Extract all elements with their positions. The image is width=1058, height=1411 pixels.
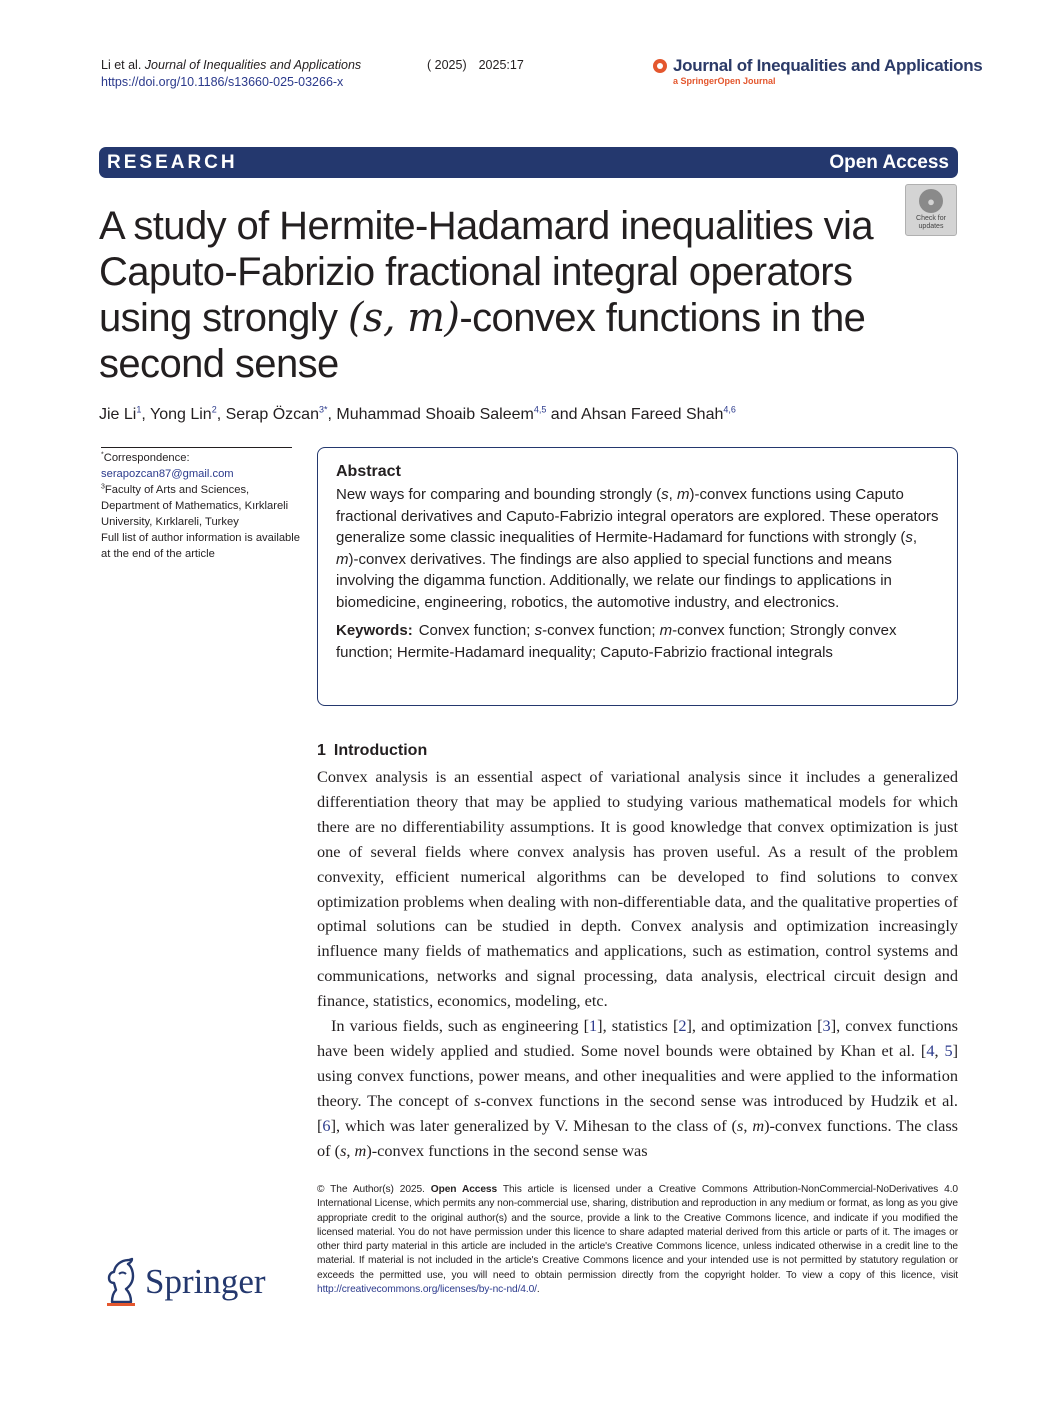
header-article: 2025:17 — [478, 58, 524, 72]
springer-wordmark: Springer — [145, 1262, 266, 1301]
section-number: 1 — [317, 742, 326, 759]
springeropen-logo-icon — [653, 59, 667, 73]
article-title — [99, 203, 879, 387]
author-name[interactable]: Yong Lin — [149, 406, 212, 423]
aff-sup: 3 — [101, 483, 105, 491]
author-separator: and — [546, 406, 582, 423]
author-affiliation-sup[interactable]: 1 — [136, 404, 142, 415]
ref-link[interactable]: 2 — [678, 1016, 687, 1036]
header-authors: Li et al. — [101, 58, 142, 72]
ref-link[interactable]: 6 — [322, 1115, 331, 1135]
title-math: (s, m) — [347, 295, 460, 341]
title-text-2: -convex functions in the second sense — [99, 296, 866, 386]
author-separator: , — [141, 406, 150, 423]
brand-name: Journal of Inequalities and Applications — [673, 56, 983, 75]
abstract-heading: Abstract — [336, 463, 401, 480]
license-link[interactable]: http://creativecommons.org/licenses/by-nc-nd/4.0/ — [317, 1284, 537, 1296]
correspondence-block — [101, 450, 301, 562]
author-name[interactable]: Jie Li — [99, 406, 137, 423]
paragraph: In various fields, such as engineering [1], statistics [2], and optimization [3], convex functions have been widely applied and studied. Some novel bounds were obtained by Khan et al. [4, 5] using convex functions, power means, and other inequalities and were applied to the information theory. The concept of s-convex functions in the second sense was introduced by Hudzik et al. [6], which was later generalized by V. Mihesan to the class of (s, m)-convex functions. The class of (s, m)-convex functions in the second sense was — [317, 1016, 959, 1160]
springer-logo — [101, 1256, 266, 1308]
header-citation — [427, 57, 536, 74]
header-year: ( 2025) — [427, 58, 467, 72]
author-list — [99, 404, 736, 426]
divider — [101, 447, 292, 448]
section-heading — [317, 740, 427, 762]
ref-link[interactable]: 5 — [944, 1040, 953, 1060]
check-for-updates-button[interactable] — [905, 184, 957, 236]
author-separator: , — [327, 406, 337, 423]
article-type: RESEARCH — [107, 151, 238, 173]
running-header — [101, 57, 361, 91]
author-name[interactable]: Muhammad Shoaib Saleem — [336, 406, 534, 423]
bookmark-icon: ● — [919, 189, 943, 213]
corr-affiliation: Faculty of Arts and Sciences, Department of Mathematics, Kırklareli University, Kırklareli, Turkey — [101, 484, 289, 528]
author-affiliation-sup[interactable]: 3* — [318, 404, 328, 415]
corr-label: Correspondence: — [103, 452, 190, 464]
corr-note: Full list of author information is available at the end of the article — [101, 532, 300, 560]
author-affiliation-sup[interactable]: 2 — [211, 404, 217, 415]
license-text: © The Author(s) 2025. Open Access This article is licensed under a Creative Commons Attribution-NonCommercial-NoDerivatives 4.0 International License, which permits any non-commercial use, sharing, distribution and reproduction in any medium or format, as long as you give appropriate credit to the original author(s) and the source, provide a link to the Creative Commons licence, and indicate if you modified the licensed material. You do not have permission under this licence to share adapted material derived from this article or parts of it. The images or other third party material in this article are included in the article's Creative Commons licence, unless indicated otherwise in a credit line to the material. If material is not included in the article's Creative Commons licence and your intended use is not permitted by statutory regulation or exceeds the permitted use, you will need to obtain permission directly from the copyright holder. To view a copy of this licence, visit http://creativecommons.org/licenses/by-nc-nd/4.0/. — [317, 1184, 958, 1296]
article-type-banner — [99, 147, 958, 178]
body-text — [317, 765, 958, 1164]
author-separator: , — [216, 406, 226, 423]
ref-link[interactable]: 3 — [822, 1016, 831, 1036]
abstract-box — [317, 447, 958, 706]
keywords-label: Keywords: — [336, 622, 413, 639]
header-journal: Journal of Inequalities and Applications — [144, 58, 362, 72]
open-access-label: Open Access — [829, 151, 949, 173]
check-label: Check for updates — [916, 215, 946, 230]
springer-horse-icon — [101, 1256, 141, 1308]
corr-star: * — [101, 451, 104, 459]
section-title: Introduction — [333, 742, 428, 759]
brand-sub: a SpringerOpen Journal — [673, 76, 776, 86]
title-text-1: A study of Hermite-Hadamard inequalities via Caputo-Fabrizio fractional integral operators using strongly — [99, 204, 873, 340]
abstract-text: New ways for comparing and bounding strongly (s, m)-convex functions using Caputo fractional derivatives and Caputo-Fabrizio integral operators are explored. These operators generalize some classic inequalities of Hermite-Hadamard for functions with strongly (s, m)-convex derivatives. The findings are also applied to special functions and means involving the digamma function. Additionally, we relate our findings to applications in biomedicine, engineering, robotics, the automotive industry, and electronics. — [336, 486, 939, 611]
paragraph: Convex analysis is an essential aspect of variational analysis since it includes a generalized differentiation theory that may be applied to studying various mathematical models for which there are no differentiability assumptions. It is good knowledge that convex optimization is just one of several fields where convex analysis has proven useful. As a result of the problem convexity, efficient numerical algorithms can be developed to find solutions to convex optimization problems when dealing with non-differentiable data, and the qualitative properties of optimal solutions can be studied in depth. Convex analysis and optimization increasingly influence many fields of mathematics and applications, such as estimation, control systems and communications, networks and signal processing, data analysis, electrical circuit design and finance, statistics, economics, modeling, etc. — [317, 767, 958, 1011]
journal-brand[interactable] — [653, 56, 983, 86]
author-affiliation-sup[interactable]: 4,6 — [723, 404, 736, 415]
doi-link[interactable]: https://doi.org/10.1186/s13660-025-03266-x — [101, 75, 344, 89]
ref-link[interactable]: 4 — [926, 1040, 935, 1060]
author-affiliation-sup[interactable]: 4,5 — [533, 404, 547, 415]
author-name[interactable]: Ahsan Fareed Shah — [581, 406, 724, 423]
keywords: Keywords: Convex function; s-convex function; m-convex function; Strongly convex function; Hermite-Hadamard inequality; Caputo-Fabrizio fractional integrals — [336, 622, 897, 661]
corr-email-link[interactable]: serapozcan87@gmail.com — [101, 468, 234, 480]
author-name[interactable]: Serap Özcan — [225, 406, 319, 423]
ref-link[interactable]: 1 — [589, 1016, 598, 1036]
